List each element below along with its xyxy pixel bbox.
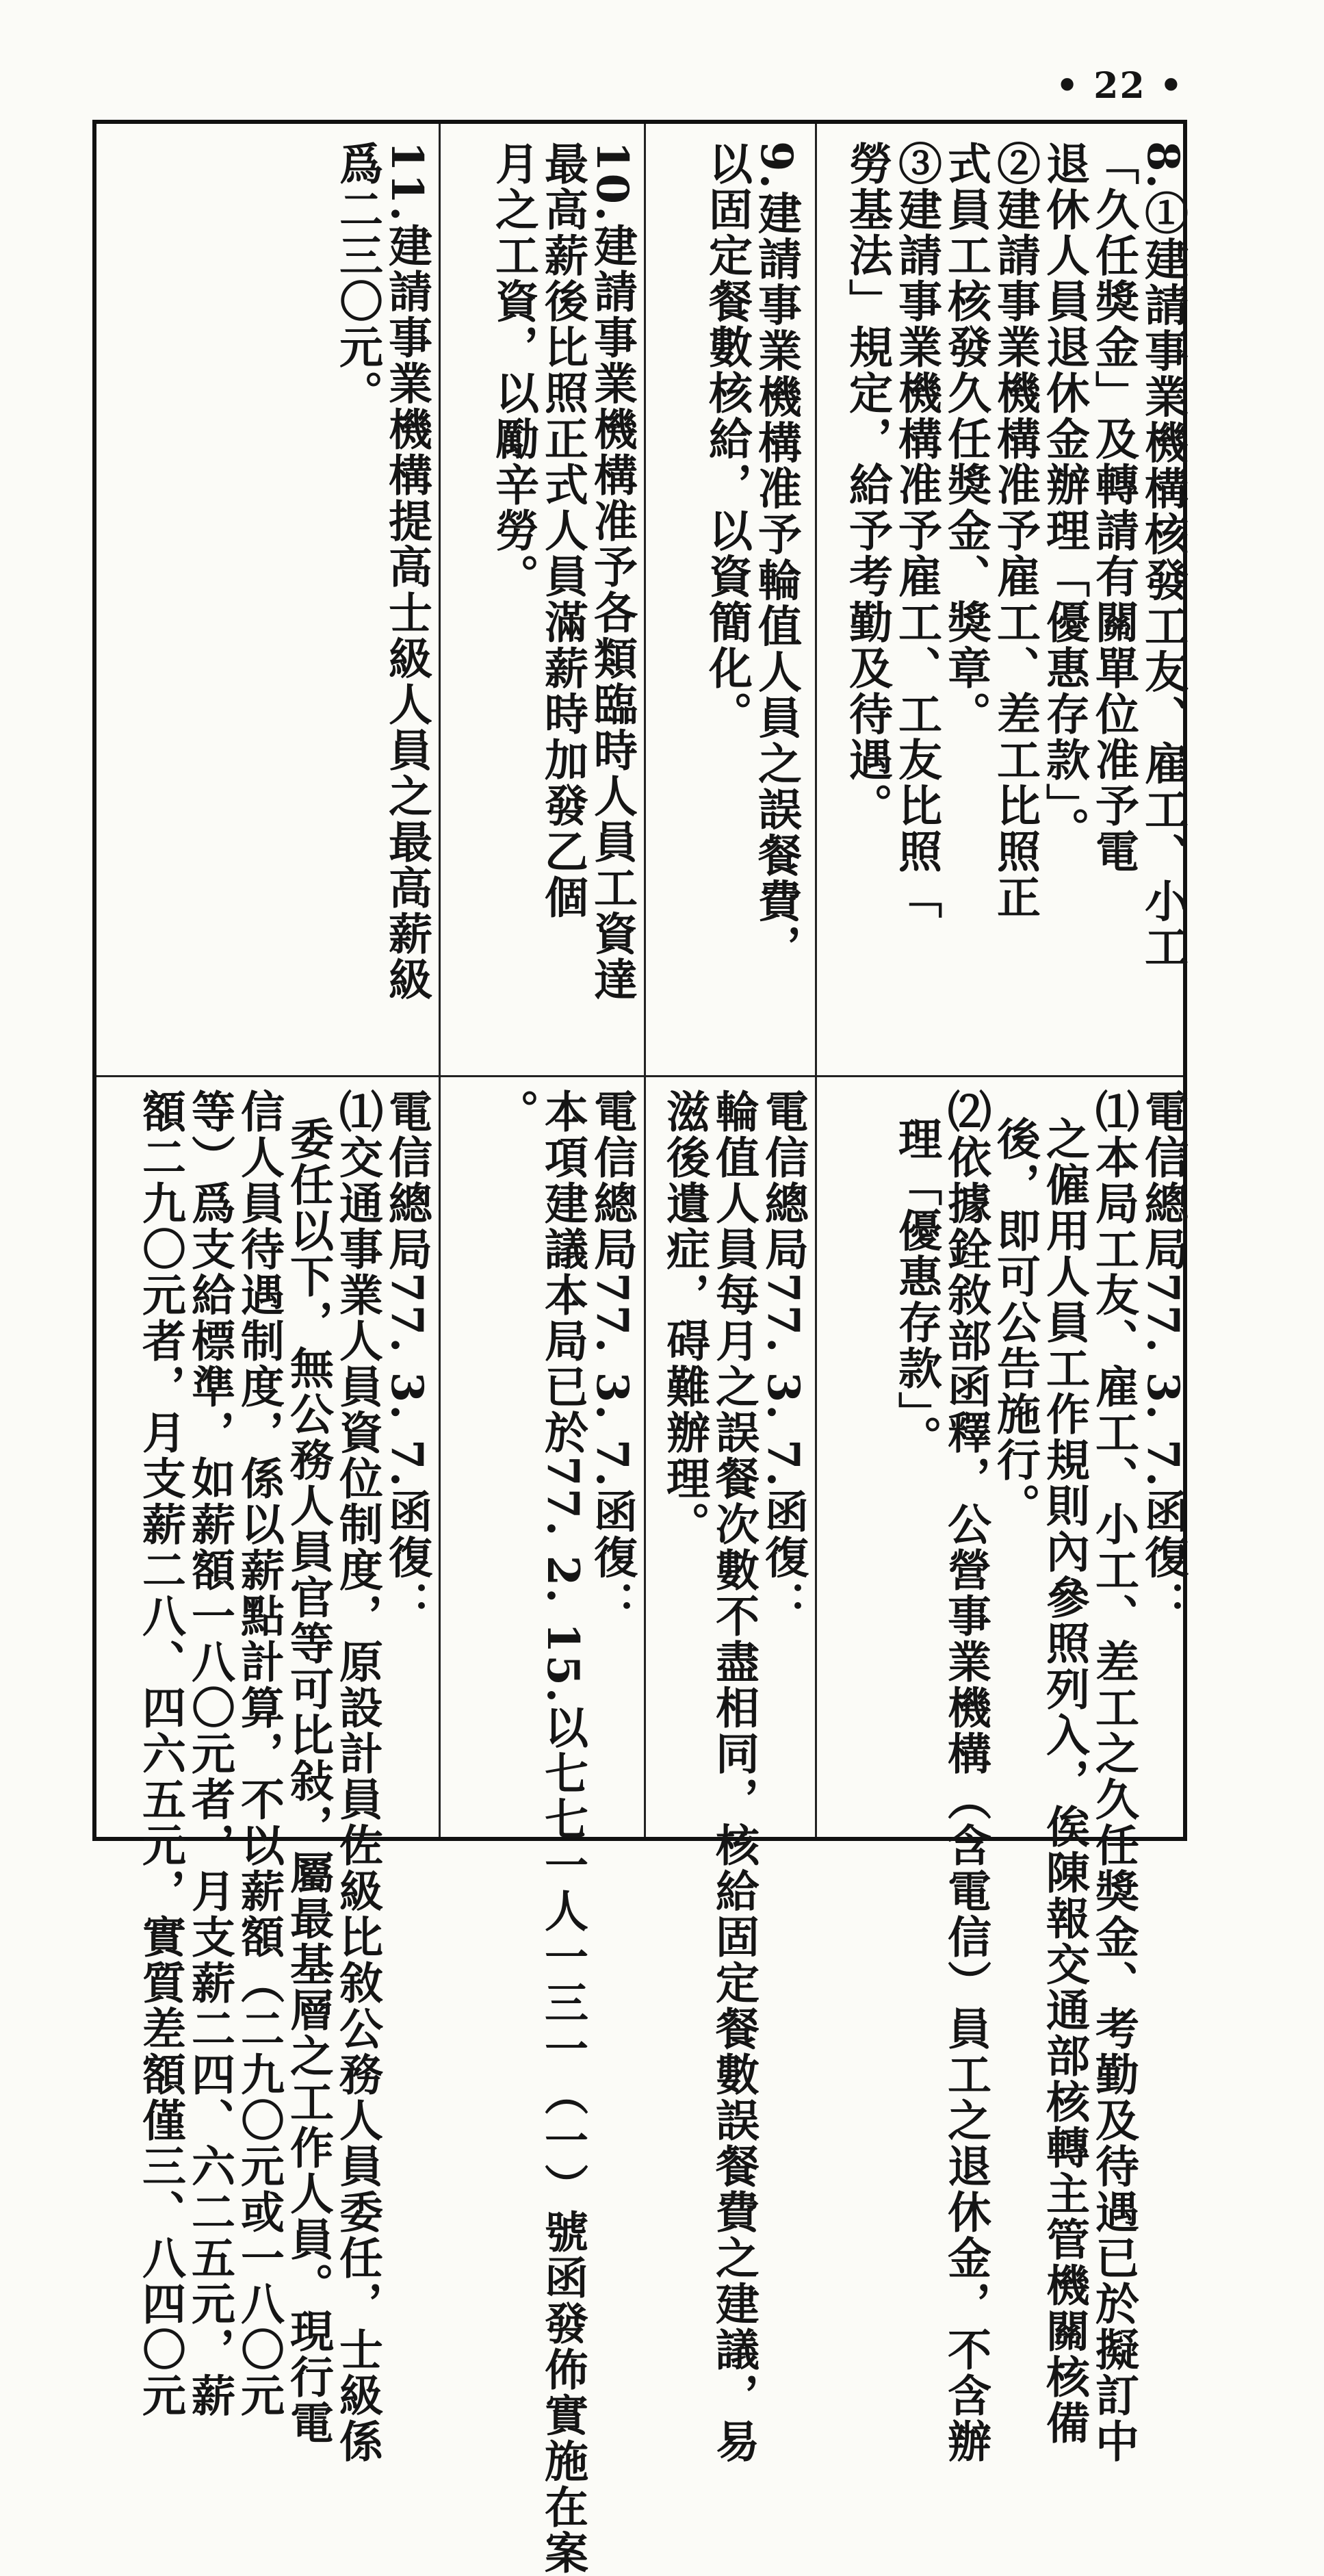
column-divider-2 xyxy=(644,124,646,1837)
reply-8 xyxy=(818,1089,1189,2464)
text-column: 10.建請事業機構准予各類臨時人員工資達 xyxy=(586,141,638,1003)
reply-10 xyxy=(442,1089,640,2576)
text-column: 爲二三〇元。 xyxy=(332,141,383,416)
text-column: ⑴本局工友、雇工、小工、差工之久任獎金、考勤及待遇已於擬訂中 xyxy=(1088,1089,1139,2464)
text-column: 電信總局77. 3. 7.函復： xyxy=(1137,1089,1189,1627)
text-column: 。 xyxy=(488,1089,539,1135)
text-column: ③建請事業機構准予雇工、工友比照「 xyxy=(891,141,942,920)
text-column: ⑵依據銓敘部函釋，公營事業機構（含電信）員工之退休金，不含辦 xyxy=(940,1089,991,2464)
text-column: 「久任獎金」及轉請有關單位准予電 xyxy=(1088,141,1139,875)
document-table xyxy=(92,120,1189,2576)
suggestion-11 xyxy=(103,141,435,1061)
text-column: 式員工核發久任獎金、獎章。 xyxy=(940,141,991,737)
text-column: 後，即可公告施行。 xyxy=(989,1116,1041,1529)
page-number: • 22 • xyxy=(1055,65,1184,107)
text-column: ②建請事業機構准予雇工、差工比照正 xyxy=(989,141,1041,920)
text-column: 9.建請事業機構准予輪值人員之誤餐費， xyxy=(751,141,802,970)
suggestion-8 xyxy=(818,141,1189,1061)
text-column: 以固定餐數核給，以資簡化。 xyxy=(701,141,753,737)
suggestion-9 xyxy=(647,141,812,1061)
text-column: 理「優惠存款」。 xyxy=(891,1116,942,1461)
text-column: 之僱用人員工作規則內參照列入，俟陳報交通部核轉主管機關核備 xyxy=(1039,1116,1090,2446)
text-column: 電信總局77. 3. 7.函復： xyxy=(381,1089,432,1627)
text-column: 11.建請事業機構提高士級人員之最高薪級 xyxy=(381,141,432,1003)
column-divider-3 xyxy=(439,124,441,1837)
text-column: 勞基法」規定，給予考勤及待遇。 xyxy=(842,141,893,829)
text-column: 月之工資，以勵辛勞。 xyxy=(488,141,539,600)
row-divider xyxy=(96,1075,1183,1077)
text-column: 滋後遺症，碍難辦理。 xyxy=(659,1089,710,1547)
text-column: ⑴交通事業人員資位制度，原設計員佐級比敘公務人員委任，士級係 xyxy=(332,1089,383,2464)
text-column: 電信總局77. 3. 7.函復： xyxy=(757,1089,809,1627)
reply-9 xyxy=(647,1089,812,2464)
text-column: 信人員待遇制度，係以薪點計算，不以薪額（二九〇元或一八〇元 xyxy=(233,1089,285,2419)
text-column: 退休人員退休金辦理「優惠存款」。 xyxy=(1039,141,1090,853)
suggestion-10 xyxy=(442,141,640,1061)
reply-11 xyxy=(103,1089,435,2464)
column-divider-1 xyxy=(815,124,817,1837)
text-column: 委任以下，無公務人員官等可比敍，屬最基層之工作人員。現行電 xyxy=(283,1116,334,2446)
text-column: 8.①建請事業機構核發工友、雇工、小工 xyxy=(1137,141,1189,970)
text-column: 等）爲支給標準，如薪額一八〇元者，月支薪二四、六二五元，薪 xyxy=(184,1089,235,2419)
text-column: 最高薪後比照正式人員滿薪時加發乙個 xyxy=(537,141,588,920)
text-column: 額二九〇元者，月支薪二八、四六五元，實質差額僅三、八四〇元 xyxy=(135,1089,186,2419)
text-column: 電信總局77. 3. 7.函復： xyxy=(586,1089,638,1627)
text-column: 輪值人員每月之誤餐次數不盡相同，核給固定餐數誤餐費之建議，易 xyxy=(708,1089,760,2464)
text-column: 本項建議本局已於77. 2. 15.以七七一人一三一（一）號函發佈實施在案 xyxy=(537,1089,588,2576)
